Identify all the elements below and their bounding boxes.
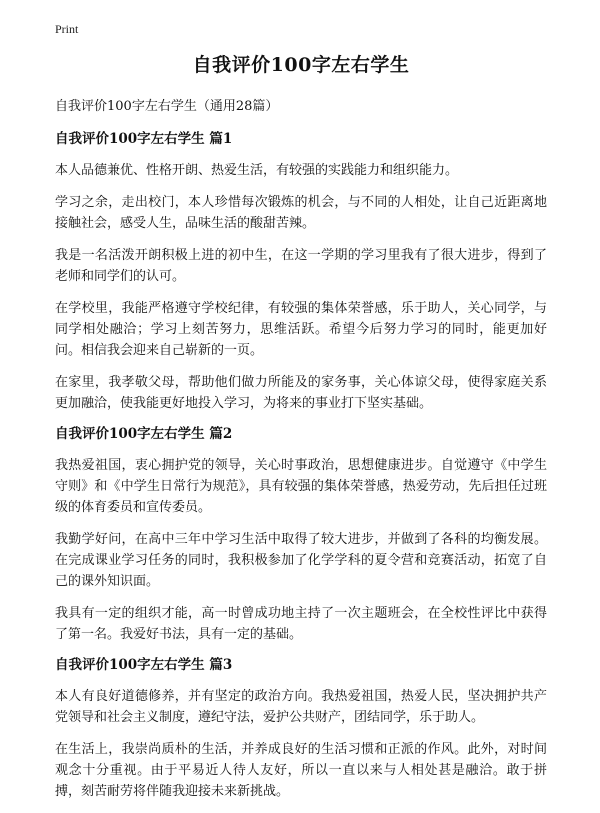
page-title: 自我评价100字左右学生 [192, 54, 410, 76]
paragraph: 我具有一定的组织才能，高一时曾成功地主持了一次主题班会，在全校性评比中获得了第一名。我爱好书法，具有一定的基础。 [55, 606, 547, 642]
paragraph: 我是一名活泼开朗积极上进的初中生，在这一学期的学习里我有了很大进步，得到了老师和同学们的认可。 [55, 248, 547, 284]
paragraph: 在生活上，我崇尚质朴的生活，并养成良好的生活习惯和正派的作风。此外，对时间观念十分重视。由于平易近人待人友好，所以一直以来与人相处甚是融洽。敢于拼搏，刻苦耐劳将伴随我迎接未来新挑战。 [55, 742, 547, 799]
paragraph: 本人有良好道德修养，并有坚定的政治方向。我热爱祖国，热爱人民，坚决拥护共产党领导和社会主义制度，遵纪守法，爱护公共财产，团结同学，乐于助人。 [55, 689, 547, 725]
print-label: Print [55, 22, 79, 36]
paragraph: 本人品德兼优、性格开朗、热爱生活，有较强的实践能力和组织能力。 [55, 163, 459, 178]
paragraph: 我热爱祖国，衷心拥护党的领导，关心时事政治，思想健康进步。自觉遵守《中学生守则》和《中学生日常行为规范》，具有较强的集体荣誉感，热爱劳动，先后担任过班级的体育委员和宣传委员。 [55, 458, 547, 515]
document-subtitle: 自我评价100字左右学生（通用28篇） [55, 99, 279, 114]
section-1 [55, 130, 547, 414]
paragraph: 在家里，我孝敬父母，帮助他们做力所能及的家务事，关心体谅父母，使得家庭关系更加融洽，使我能更好地投入学习，为将来的事业打下坚实基础。 [55, 375, 547, 411]
paragraph: 我勤学好问，在高中三年中学习生活中取得了较大进步，并做到了各科的均衡发展。在完成课业学习任务的同时，我积极参加了化学学科的夏令营和竞赛活动，拓宽了自己的课外知识面。 [55, 532, 547, 589]
document-body [55, 52, 547, 813]
section-heading: 自我评价100字左右学生 篇1 [55, 131, 233, 147]
section-heading: 自我评价100字左右学生 篇3 [55, 657, 233, 673]
paragraph: 学习之余，走出校门，本人珍惜每次锻炼的机会，与不同的人相处，让自己近距离地接触社会，感受人生，品味生活的酸甜苦辣。 [55, 195, 547, 231]
section-heading: 自我评价100字左右学生 篇2 [55, 426, 233, 442]
paragraph: 在学校里，我能严格遵守学校纪律，有较强的集体荣誉感，乐于助人，关心同学，与同学相处融洽；学习上刻苦努力，思维活跃。希望今后努力学习的同时，能更加好问。相信我会迎来自己崭新的一页。 [55, 301, 547, 358]
section-3 [55, 656, 547, 802]
section-2 [55, 425, 547, 645]
